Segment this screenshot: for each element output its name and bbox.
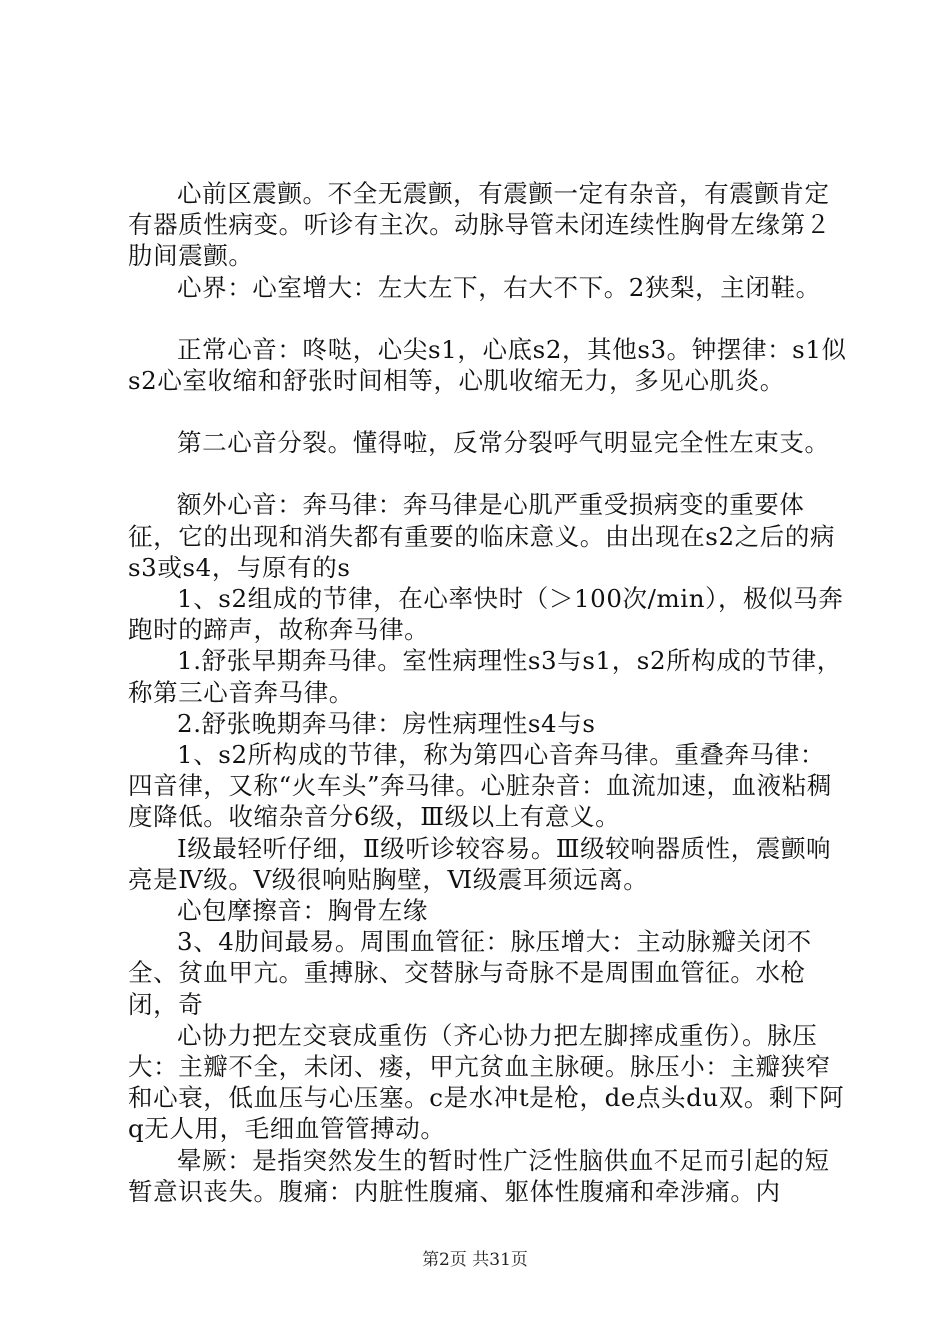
paragraph-9: 1、s2所构成的节律，称为第四心音奔马律。重叠奔马律：四音律，又称“火车头”奔马律。心脏杂音：血流加速，血液粘稠度降低。收缩杂音分6级，Ⅲ级以上有意义。	[128, 740, 832, 832]
paragraph-7: 1.舒张早期奔马律。室性病理性s3与s1，s2所构成的节律，称第三心音奔马律。	[128, 646, 842, 707]
page-footer: 第2页 共31页	[422, 1250, 528, 1270]
paragraph-1: 心前区震颤。不全无震颤，有震颤一定有杂音，有震颤肯定有器质性病变。听诊有主次。动脉导管未闭连续性胸骨左缘第２肋间震颤。	[128, 179, 831, 271]
paragraph-13: 心协力把左交衰成重伤（齐心协力把左脚摔成重伤）。脉压大：主瓣不全，未闭、瘘，甲亢贫血主脉硬。脉压小：主瓣狭窄和心衰，低血压与心压塞。c是水冲t是枪，de点头du双。剩下阿q无人用，毛细血管管搏动。	[128, 1020, 845, 1144]
paragraph-4: 第二心音分裂。懂得啦，反常分裂呼气明显完全性左束支。	[177, 428, 830, 458]
body-text	[128, 178, 848, 1207]
paragraph-12: 3、4肋间最易。周围血管征：脉压增大：主动脉瓣关闭不全、贫血甲亢。重搏脉、交替脉与奇脉不是周围血管征。水枪闭，奇	[128, 927, 812, 1019]
paragraph-14: 晕厥：是指突然发生的暂时性广泛性脑供血不足而引起的短暂意识丧失。腹痛：内脏性腹痛、躯体性腹痛和牵涉痛。内	[128, 1145, 830, 1206]
paragraph-10: Ⅰ级最轻听仔细，Ⅱ级听诊较容易。Ⅲ级较响器质性，震颤响亮是Ⅳ级。Ⅴ级很响贴胸壁，Ⅵ级震耳须远离。	[128, 833, 832, 894]
paragraph-5: 额外心音：奔马律：奔马律是心肌严重受损病变的重要体征，它的出现和消失都有重要的临床意义。由出现在s2之后的病s3或s4，与原有的s	[128, 490, 836, 582]
paragraph-11: 心包摩擦音：胸骨左缘	[177, 896, 428, 926]
paragraph-8: 2.舒张晚期奔马律：房性病理性s4与s	[177, 708, 596, 738]
paragraph-6: 1、s2组成的节律，在心率快时（＞100次/min），极似马奔跑时的蹄声，故称奔马律。	[128, 584, 844, 645]
paragraph-2: 心界：心室增大：左大左下，右大不下。2狭梨，主闭鞋。	[177, 272, 821, 302]
paragraph-3: 正常心音：咚哒，心尖s1，心底s2，其他s3。钟摆律：s1似s2心室收缩和舒张时间相等，心肌收缩无力，多见心肌炎。	[128, 334, 847, 396]
